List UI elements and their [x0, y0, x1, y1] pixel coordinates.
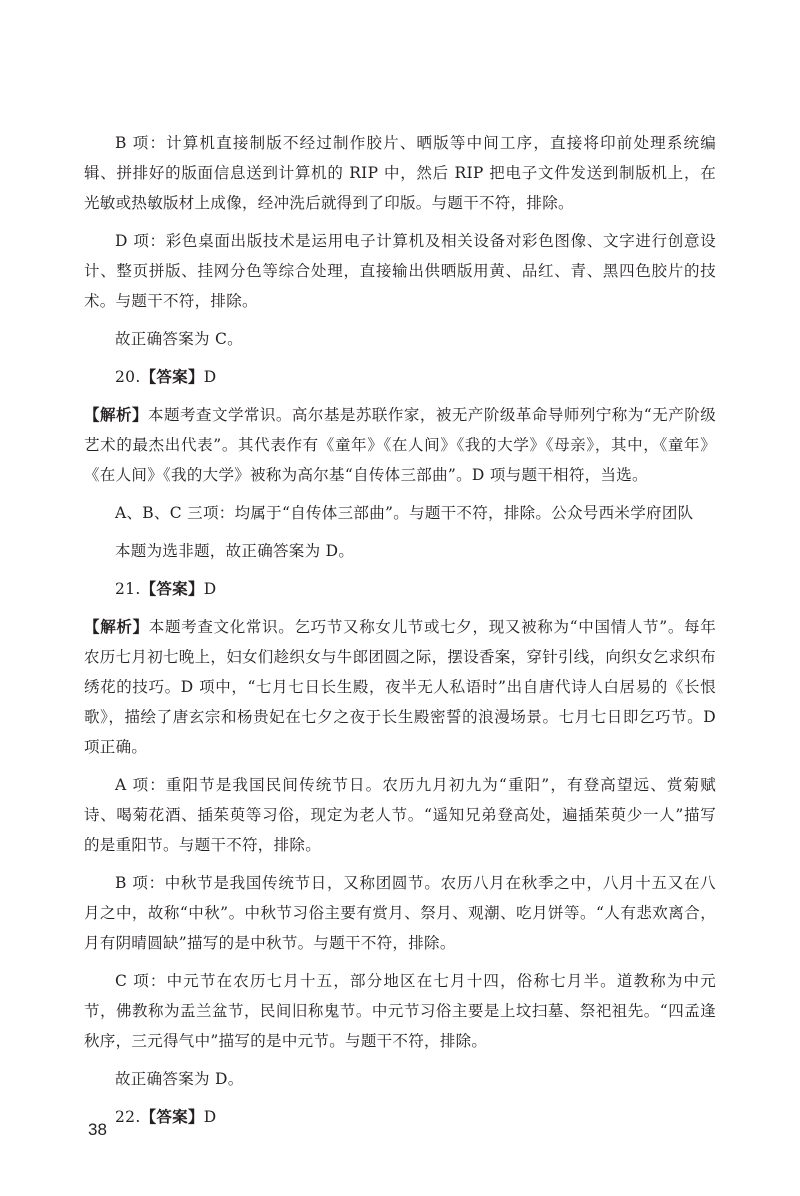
analysis-text: 本题考查文化常识。乞巧节又称女儿节或七夕，现又被称为“中国情人节”。每年农历七月初七晚上，妇女们趁织女与牛郎团圆之际，摆设香案，穿针引线，向织女乞求织布绣花的技巧。D 项中，“七月七日长生殿，夜半无人私语时”出自唐代诗人白居易的《长恨歌》，描绘了唐玄宗和杨贵妃在七夕之夜于长生殿密誓的浪漫场景。七月七日即乞巧节。D 项正确。 — [84, 618, 717, 756]
question-22-answer — [84, 1102, 716, 1132]
question-21-option-b: B 项：中秋节是我国传统节日，又称团圆节。农历八月在秋季之中，八月十五又在八月之中，故称“中秋”。中秋节习俗主要有赏月、祭月、观潮、吃月饼等。“人有悲欢离合，月有阴晴圆缺”描写的是中秋节。与题干不符，排除。 — [84, 874, 716, 952]
answer-value: D — [203, 580, 217, 598]
question-21-option-a: A 项：重阳节是我国民间传统节日。农历九月初九为“重阳”，有登高望远、赏菊赋诗、喝菊花酒、插茱萸等习俗，现定为老人节。“遥知兄弟登高处，遍插茱萸少一人”描写的是重阳节。与题干不符，排除。 — [84, 776, 716, 854]
paragraph-option-d: D 项：彩色桌面出版技术是运用电子计算机及相关设备对彩色图像、文字进行创意设计、整页拼版、挂网分色等综合处理，直接输出供晒版用黄、品红、青、黑四色胶片的技术。与题干不符，排除。 — [84, 232, 716, 310]
analysis-text: 本题考查文学常识。高尔基是苏联作家，被无产阶级革命导师列宁称为“无产阶级艺术的最杰出代表”。其代表作有《童年》《在人间》《我的大学》《母亲》，其中，《童年》《在人间》《我的大学》被称为高尔基“自传体三部曲”。D 项与题干相符，当选。 — [84, 406, 716, 484]
question-20-analysis — [84, 400, 716, 490]
question-20-option-abc: A、B、C 三项：均属于“自传体三部曲”。与题干不符，排除。公众号西米学府团队 — [115, 504, 694, 522]
question-20-conclusion: 本题为选非题，故正确答案为 D。 — [115, 542, 355, 560]
question-21-analysis — [84, 612, 716, 762]
analysis-label: 【解析】 — [84, 617, 149, 636]
answer-value: D — [203, 368, 217, 386]
question-21-answer — [84, 574, 716, 604]
question-21-option-c: C 项：中元节在农历七月十五，部分地区在七月十四，俗称七月半。道教称为中元节，佛教称为盂兰盆节，民间旧称鬼节。中元节习俗主要是上坟扫墓、祭祀祖先。“四孟逢秋序，三元得气中”描写的是中元节。与题干不符，排除。 — [84, 972, 716, 1050]
answer-label: 【答案】 — [140, 1107, 204, 1126]
question-20-answer — [84, 362, 716, 392]
page-number: 38 — [88, 1120, 107, 1139]
answer-value: D — [203, 1108, 217, 1126]
question-21-conclusion: 故正确答案为 D。 — [115, 1070, 244, 1088]
page-content — [84, 128, 716, 1140]
analysis-label: 【解析】 — [84, 405, 148, 424]
paragraph-option-b: B 项：计算机直接制版不经过制作胶片、晒版等中间工序，直接将印前处理系统编辑、拼排好的版面信息送到计算机的 RIP 中，然后 RIP 把电子文件发送到制版机上，在光敏或热敏版材上成像，经冲洗后就得到了印版。与题干不符，排除。 — [84, 134, 716, 212]
answer-label: 【答案】 — [140, 579, 204, 598]
question-22-number: 22. — [115, 1108, 141, 1126]
paragraph-conclusion-19: 故正确答案为 C。 — [115, 330, 243, 348]
answer-label: 【答案】 — [140, 367, 204, 386]
question-21-number: 21. — [115, 580, 141, 598]
question-20-number: 20. — [115, 368, 141, 386]
